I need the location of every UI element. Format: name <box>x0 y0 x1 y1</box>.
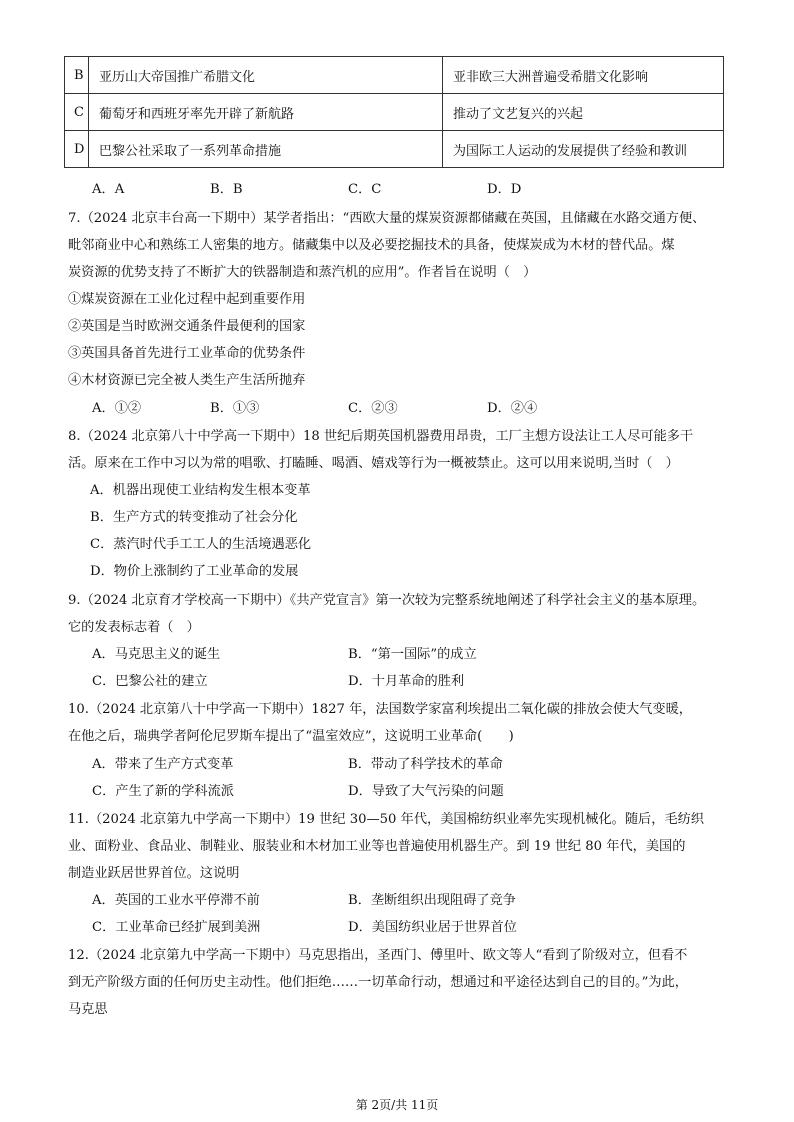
table-row <box>65 131 724 168</box>
q9-stem-line: 9.（2024 北京育才学校高一下期中）《共产党宣言》第一次较为完整系统地阐述了科学社会主义的基本原理。 <box>68 593 706 608</box>
q7-item: ④木材资源已完全被人类生产生活所抛弃 <box>68 373 306 388</box>
q6-option-b: B．B <box>210 182 243 197</box>
q12-stem-line: 12.（2024 北京第九中学高一下期中）马克思指出，圣西门、傅里叶、欧文等人“看到了阶级对立，但看不 <box>68 948 688 963</box>
q9-option-c: C．巴黎公社的建立 <box>92 674 208 689</box>
q7-stem-line: 炭资源的优势支持了不断扩大的铁器制造和蒸汽机的应用”。作者旨在说明（ ） <box>68 265 537 280</box>
q7-item: ③英国具备首先进行工业革命的优势条件 <box>68 346 306 361</box>
q10-stem-line: 10.（2024 北京第八十中学高一下期中）1827 年，法国数学家富利埃提出二氧化碳的排放会使大气变暖， <box>68 702 692 717</box>
row-letter: C <box>65 94 89 131</box>
q8-stem-line: 活。原来在工作中习以为常的唱歌、打瞌睡、喝酒、嬉戏等行为一概被禁止。这可以用来说明,当时（ ） <box>68 456 679 471</box>
q10-stem-line: 在他之后，瑞典学者阿伦尼罗斯车提出了“温室效应”，这说明工业革命( ) <box>68 729 514 744</box>
q7-option-d: D．②④ <box>487 401 538 416</box>
q7-stem-line: 毗邻商业中心和熟练工人密集的地方。储藏集中以及必要挖掘技术的具备，使煤炭成为木材的替代品。煤 <box>68 238 675 253</box>
q7-option-c: C．②③ <box>348 401 398 416</box>
q7-option-b: B．①③ <box>210 401 260 416</box>
q12-stem-line: 马克思 <box>68 1002 108 1017</box>
q7-item: ①煤炭资源在工业化过程中起到重要作用 <box>68 292 306 307</box>
q8-option-d: D．物价上涨制约了工业革命的发展 <box>90 564 299 579</box>
q11-stem-line: 11.（2024 北京第九中学高一下期中）19 世纪 30—50 年代，美国棉纺织业率先实现机械化。随后，毛纺织 <box>68 812 704 827</box>
q10-option-d: D．导致了大气污染的问题 <box>348 784 504 799</box>
row-event: 亚历山大帝国推广希腊文化 <box>89 57 443 94</box>
q8-stem-line: 8.（2024 北京第八十中学高一下期中）18 世纪后期英国机器费用昂贵，工厂主想方设法让工人尽可能多干 <box>68 429 694 444</box>
row-letter: D <box>65 131 89 168</box>
row-effect: 亚非欧三大洲普遍受希腊文化影响 <box>443 57 724 94</box>
q7-option-a: A．①② <box>92 401 142 416</box>
q10-option-c: C．产生了新的学科流派 <box>92 784 234 799</box>
options-table <box>64 56 724 168</box>
q9-option-a: A．马克思主义的诞生 <box>92 647 221 662</box>
table-row <box>65 57 724 94</box>
q8-option-b: B．生产方式的转变推动了社会分化 <box>90 510 298 525</box>
q8-option-a: A．机器出现使工业结构发生根本变革 <box>90 483 311 498</box>
q7-item: ②英国是当时欧洲交通条件最便利的国家 <box>68 319 306 334</box>
q11-option-b: B．垄断组织出现阻碍了竞争 <box>348 893 516 908</box>
q11-stem-line: 业、面粉业、食品业、制鞋业、服装业和木材加工业等也普遍使用机器生产。到 19 世纪 80 年代，美国的 <box>68 839 686 854</box>
q11-option-d: D．美国纺织业居于世界首位 <box>348 920 517 935</box>
row-effect: 推动了文艺复兴的兴起 <box>443 94 724 131</box>
q8-option-c: C．蒸汽时代手工工人的生活境遇恶化 <box>90 537 312 552</box>
q11-stem-line: 制造业跃居世界首位。这说明 <box>68 866 240 881</box>
row-event: 巴黎公社采取了一系列革命措施 <box>89 131 443 168</box>
q6-option-a: A．A <box>92 182 125 197</box>
q11-option-a: A．英国的工业水平停滞不前 <box>92 893 260 908</box>
q12-stem-line: 到无产阶级方面的任何历史主动性。他们拒绝……一切革命行动，想通过和平途径达到自己的目的。”为此， <box>68 975 688 990</box>
table-row <box>65 94 724 131</box>
q6-option-d: D．D <box>487 182 522 197</box>
row-event: 葡萄牙和西班牙率先开辟了新航路 <box>89 94 443 131</box>
q11-option-c: C．工业革命已经扩展到美洲 <box>92 920 261 935</box>
page-footer: 第 2页/共 11页 <box>355 1098 439 1112</box>
q6-option-c: C．C <box>348 182 382 197</box>
row-letter: B <box>65 57 89 94</box>
q9-option-b: B．“第一国际”的成立 <box>348 647 477 662</box>
q9-option-d: D．十月革命的胜利 <box>348 674 465 689</box>
q7-stem-line: 7.（2024 北京丰台高一下期中）某学者指出：“西欧大量的煤炭资源都储藏在英国，且储藏在水路交通方便、 <box>68 211 706 226</box>
row-effect: 为国际工人运动的发展提供了经验和教训 <box>443 131 724 168</box>
q10-option-a: A．带来了生产方式变革 <box>92 757 234 772</box>
q9-stem-line: 它的发表标志着（ ） <box>68 620 200 635</box>
q10-option-b: B．带动了科学技术的革命 <box>348 757 503 772</box>
